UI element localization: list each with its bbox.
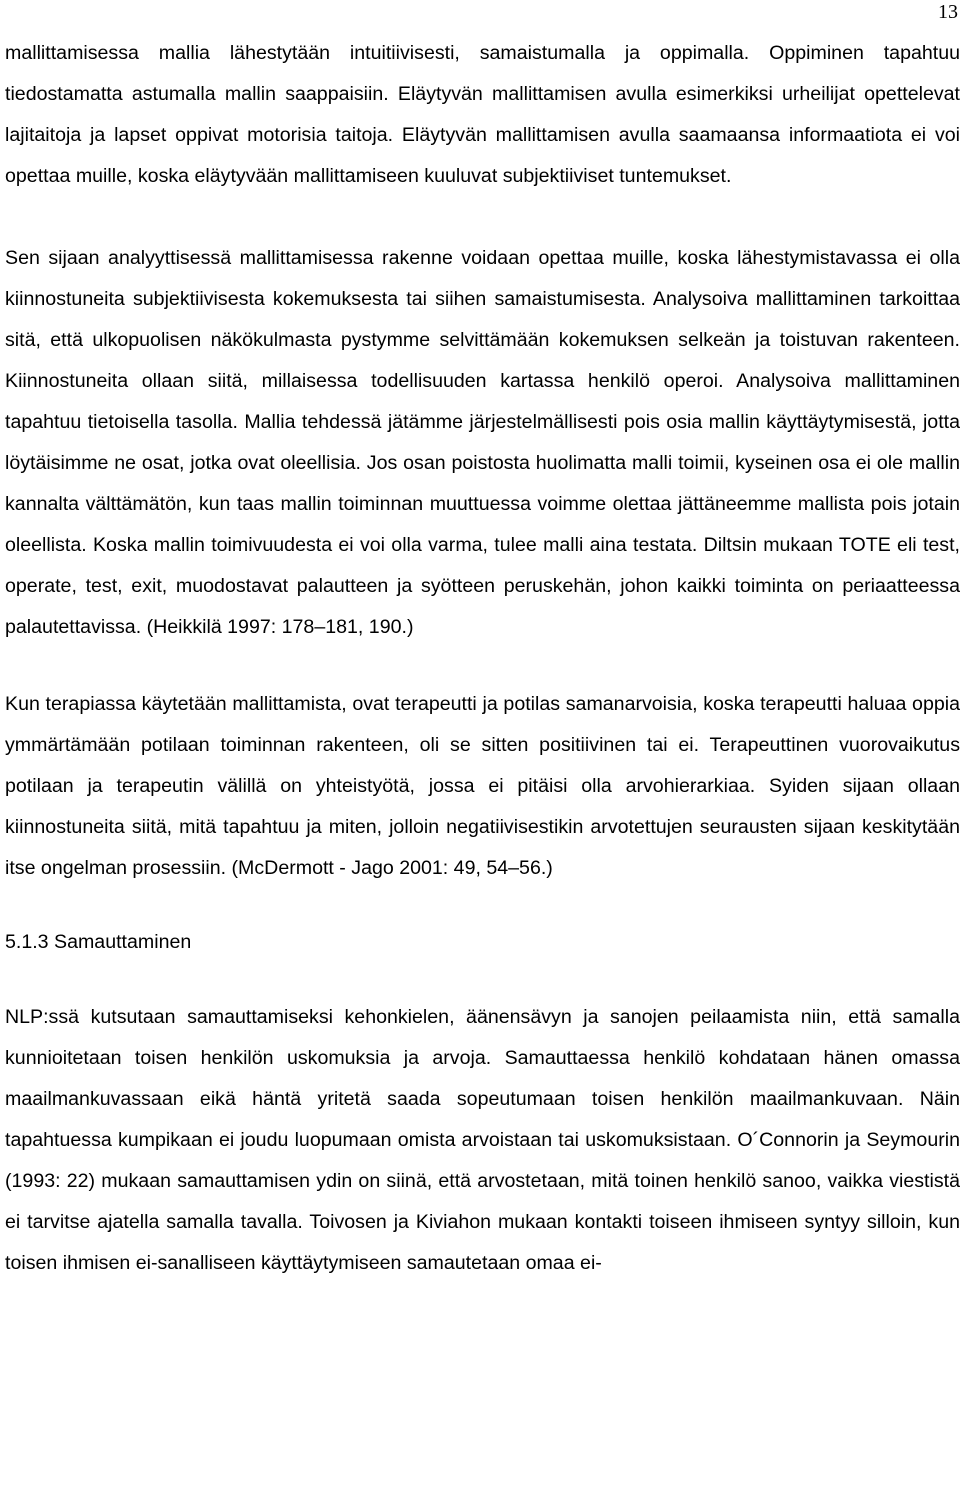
paragraph-terapia: Kun terapiassa käytetään mallittamista, ovat terapeutti ja potilas samanarvoisia, koska terapeutti haluaa oppia ymmärtämään potilaan toiminnan rakenteen, oli se sitten positiivinen tai ei. Terapeuttinen vuorovaikutus potilaan ja terapeutin välillä on yhteistyötä, jossa ei pitäisi olla arvohierarkiaa. Syiden sijaan ollaan kiinnostuneita siitä, mitä tapahtuu ja miten, jolloin negatiivisestikin arvotettujen seurausten sijaan keskitytään itse ongelman prosessiin. (McDermott - Jago 2001: 49, 54–56.) — [5, 693, 960, 879]
paragraph-eläytyvä-mallittaminen: mallittamisessa mallia lähestytään intuitiivisesti, samaistumalla ja oppimalla. Oppiminen tapahtuu tiedostamatta astumalla mallin saappaisiin. Eläytyvän mallittamisen avulla esimerkiksi urheilijat opettelevat lajitaitoja ja lapset oppivat motorisia taitoja. Eläytyvän mallittamisen avulla saamaansa informaatiota ei voi opettaa muille, koska eläytyvään mallittamiseen kuuluvat subjektiiviset tuntemukset. — [5, 42, 960, 187]
paragraph-analyyttinen-mallittaminen: Sen sijaan analyyttisessä mallittamisessa rakenne voidaan opettaa muille, koska lähestymistavassa ei olla kiinnostuneita subjektiivisesta kokemuksesta tai siihen samaistumisesta. Analysoiva mallittaminen tarkoittaa sitä, että ulkopuolisen näkökulmasta pystymme selvittämään kokemuksen selkeän ja toistuvan rakenteen. Kiinnostuneita ollaan siitä, millaisessa todellisuuden kartassa henkilö operoi. Analysoiva mallittaminen tapahtuu tietoisella tasolla. Mallia tehdessä jätämme järjestelmällisesti pois osia mallin käyttäytymisestä, jotta löytäisimme ne osat, jotka ovat oleellisia. Jos osan poistosta huolimatta malli toimii, kyseinen osa ei ole mallin kannalta välttämätön, kun taas mallin toiminnan muuttuessa voimme olettaa jättäneemme mallista pois jotain oleellista. Koska mallin toimivuudesta ei voi olla varma, tulee malli aina testata. Diltsin mukaan TOTE eli test, operate, test, exit, muodostavat palautteen ja syötteen peruskehän, johon kaikki toiminta on periaatteessa palautettavissa. (Heikkilä 1997: 178–181, 190.) — [5, 247, 960, 638]
page-number: 13 — [938, 1, 958, 23]
section-heading: 5.1.3 Samauttaminen — [5, 931, 192, 953]
paragraph-samauttaminen: NLP:ssä kutsutaan samauttamiseksi kehonkielen, äänensävyn ja sanojen peilaamista niin, että samalla kunnioitetaan toisen henkilön uskomuksia ja arvoja. Samauttaessa henkilö kohdataan hänen omassa maailmankuvassaan eikä häntä yritetä saada sopeutumaan toisen henkilön maailmankuvaan. Näin tapahtuessa kumpikaan ei joudu luopumaan omista arvoistaan tai uskomuksistaan. O´Connorin ja Seymourin (1993: 22) mukaan samauttamisen ydin on siinä, että arvostetaan, mitä toinen henkilö sanoo, vaikka viestistä ei tarvitse ajatella samalla tavalla. Toivosen ja Kiviahon mukaan kontakti toiseen ihmiseen syntyy silloin, kun toisen ihmisen ei-sanalliseen käyttäytymiseen samautetaan omaa ei- — [5, 1006, 960, 1274]
document-body — [5, 33, 960, 1284]
